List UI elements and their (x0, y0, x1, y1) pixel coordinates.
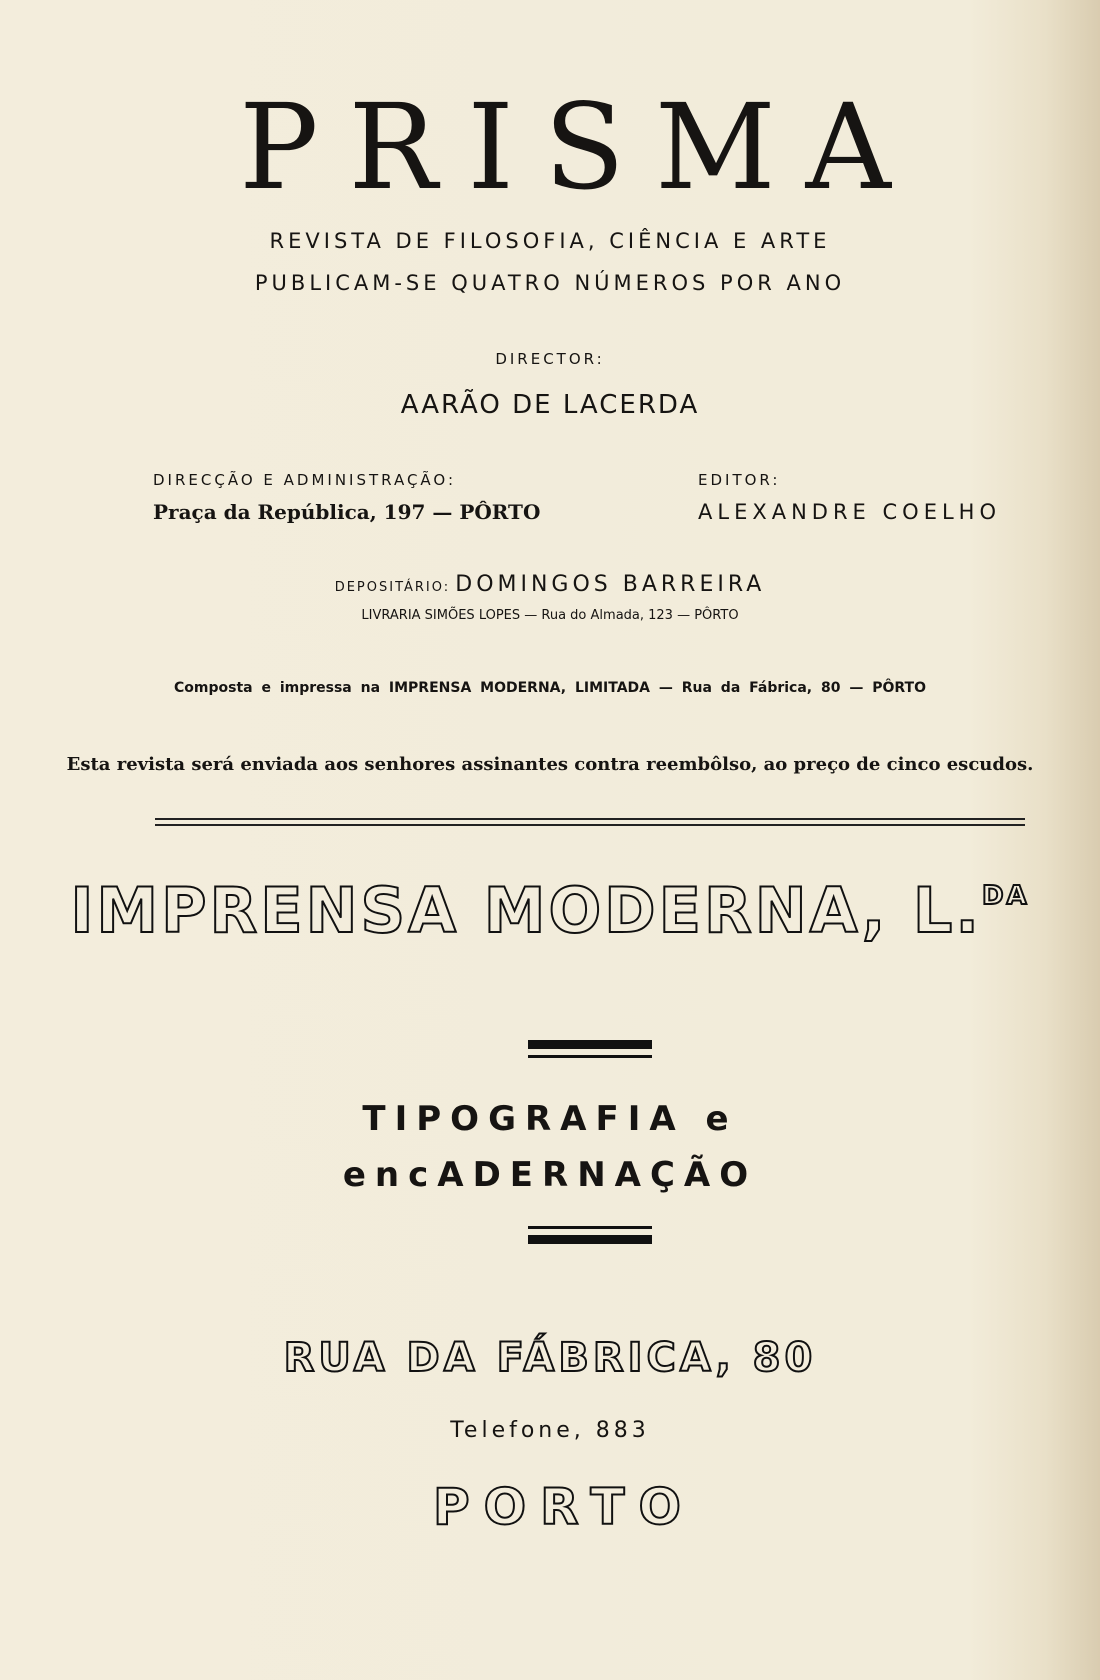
decorative-bars-top (528, 1040, 652, 1058)
depositario-name: DOMINGOS BARREIRA (455, 572, 766, 597)
printer-name-suffix: DA (981, 881, 1030, 911)
bookshop-address: LIVRARIA SIMÕES LOPES — Rua do Almada, 123 — PÔRTO (361, 608, 739, 623)
depositario-line (0, 572, 1100, 597)
administration-label: DIRECÇÃO E ADMINISTRAÇÃO: (153, 471, 457, 489)
printer-name (0, 874, 1100, 947)
decorative-bars-bottom (528, 1226, 652, 1244)
printing-note: Composta e impressa na IMPRENSA MODERNA, LIMITADA — Rua da Fábrica, 80 — PÔRTO (173, 680, 926, 696)
thin-bar (528, 1226, 652, 1229)
thin-bar (528, 1055, 652, 1058)
director-name: AARÃO DE LACERDA (400, 390, 700, 420)
subscription-note: Esta revista será enviada aos senhores assinantes contra reembôlso, ao preço de cinco escudos. (66, 754, 1034, 775)
printer-phone: Telefone, 883 (450, 1418, 650, 1443)
double-rule-divider (155, 818, 1025, 826)
printer-street: RUA DA FÁBRICA, 80 (283, 1335, 817, 1381)
director-label: DIRECTOR: (495, 350, 605, 368)
printer-city: PORTO (432, 1478, 696, 1536)
thick-bar (528, 1040, 652, 1049)
service-bookbinding: encADERNAÇÃO (342, 1155, 758, 1195)
editor-name: ALEXANDRE COELHO (698, 500, 1001, 524)
journal-subtitle: REVISTA DE FILOSOFIA, CIÊNCIA E ARTE (269, 229, 831, 253)
administration-address: Praça da República, 197 — PÔRTO (153, 500, 541, 524)
printer-name-text: IMPRENSA MODERNA, L. (70, 874, 982, 947)
depositario-label: DEPOSITÁRIO: (334, 580, 451, 595)
editor-label: EDITOR: (698, 471, 781, 489)
thick-bar (528, 1235, 652, 1244)
journal-title: PRISMA (239, 78, 921, 216)
publication-frequency: PUBLICAM-SE QUATRO NÚMEROS POR ANO (254, 271, 846, 295)
service-typography: TIPOGRAFIA e (362, 1099, 738, 1139)
